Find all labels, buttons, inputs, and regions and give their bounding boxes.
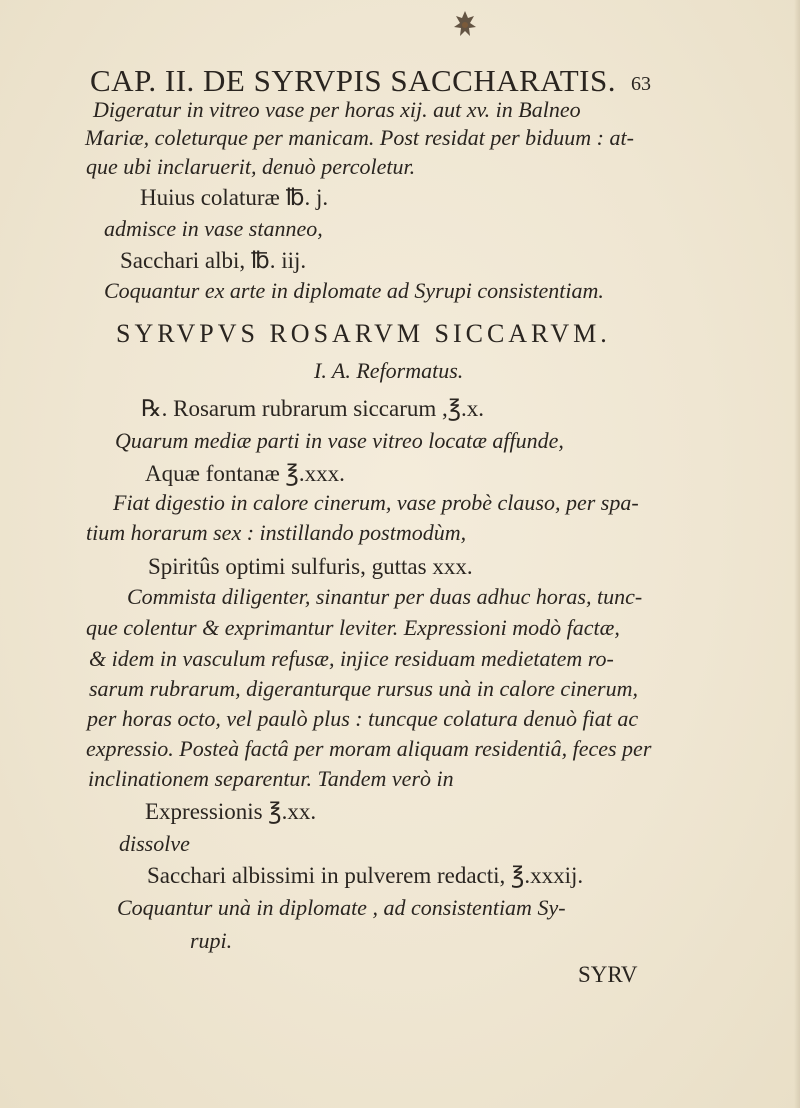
recipe-line: dissolve bbox=[119, 831, 190, 856]
recipe-line: & idem in vasculum refusæ, injice residuam medietatem ro- bbox=[89, 646, 614, 671]
recipe-line: inclinationem separentur. Tandem verò in bbox=[88, 766, 454, 791]
recipe-line: Sacchari albissimi in pulverem redacti, ℥.xxxij. bbox=[147, 863, 584, 888]
recipe-line: que colentur & exprimantur leviter. Expressioni modò factæ, bbox=[86, 615, 620, 640]
recipe-line: Fiat digestio in calore cinerum, vase probè clauso, per spa- bbox=[113, 490, 639, 515]
text-line: Sacchari albi, ℔. iij. bbox=[120, 248, 307, 273]
page-number: 63 bbox=[631, 73, 651, 95]
recipe-line: tium horarum sex : instillando postmodùm, bbox=[86, 520, 467, 545]
recipe-line: ℞. Rosarum rubrarum siccarum ,℥.x. bbox=[141, 396, 485, 421]
recipe-line: expressio. Posteà factâ per moram aliquam residentiâ, feces per bbox=[86, 736, 652, 761]
text-line: Huius colaturæ ℔. j. bbox=[140, 185, 329, 210]
text-line: Mariæ, coleturque per manicam. Post residat per biduum : at- bbox=[85, 125, 634, 150]
catchword: SYRV bbox=[578, 962, 638, 987]
recipe-line: sarum rubrarum, digeranturque rursus unà in calore cinerum, bbox=[89, 676, 638, 701]
recipe-line: Aquæ fontanæ ℥.xxx. bbox=[145, 461, 345, 486]
recipe-line: rupi. bbox=[190, 928, 233, 953]
text-line: Digeratur in vitreo vase per horas xij. aut xv. in Balneo bbox=[93, 97, 581, 122]
text-line: Coquantur ex arte in diplomate ad Syrupi consistentiam. bbox=[104, 278, 604, 303]
recipe-line: Quarum mediæ parti in vase vitreo locatæ affunde, bbox=[115, 428, 564, 453]
recipe-line: Spiritûs optimi sulfuris, guttas xxx. bbox=[148, 554, 473, 579]
printers-ornament bbox=[452, 10, 478, 42]
recipe-line: per horas octo, vel paulò plus : tuncque colatura denuò fiat ac bbox=[87, 706, 639, 731]
recipe-line: Expressionis ℥.xx. bbox=[145, 799, 317, 824]
text-line: admisce in vase stanneo, bbox=[104, 216, 323, 241]
text-line: que ubi inclaruerit, denuò percoletur. bbox=[86, 154, 416, 179]
page-edge bbox=[794, 0, 800, 1108]
running-title: CAP. II. DE SYRVPIS SACCHARATIS. bbox=[90, 63, 616, 98]
recipe-line: Commista diligenter, sinantur per duas adhuc horas, tunc- bbox=[127, 584, 643, 609]
recipe-line: Coquantur unà in diplomate , ad consistentiam Sy- bbox=[117, 895, 566, 920]
section-title: SYRVPVS ROSARVM SICCARVM. bbox=[116, 319, 611, 348]
section-subtitle: I. A. Reformatus. bbox=[314, 358, 464, 383]
